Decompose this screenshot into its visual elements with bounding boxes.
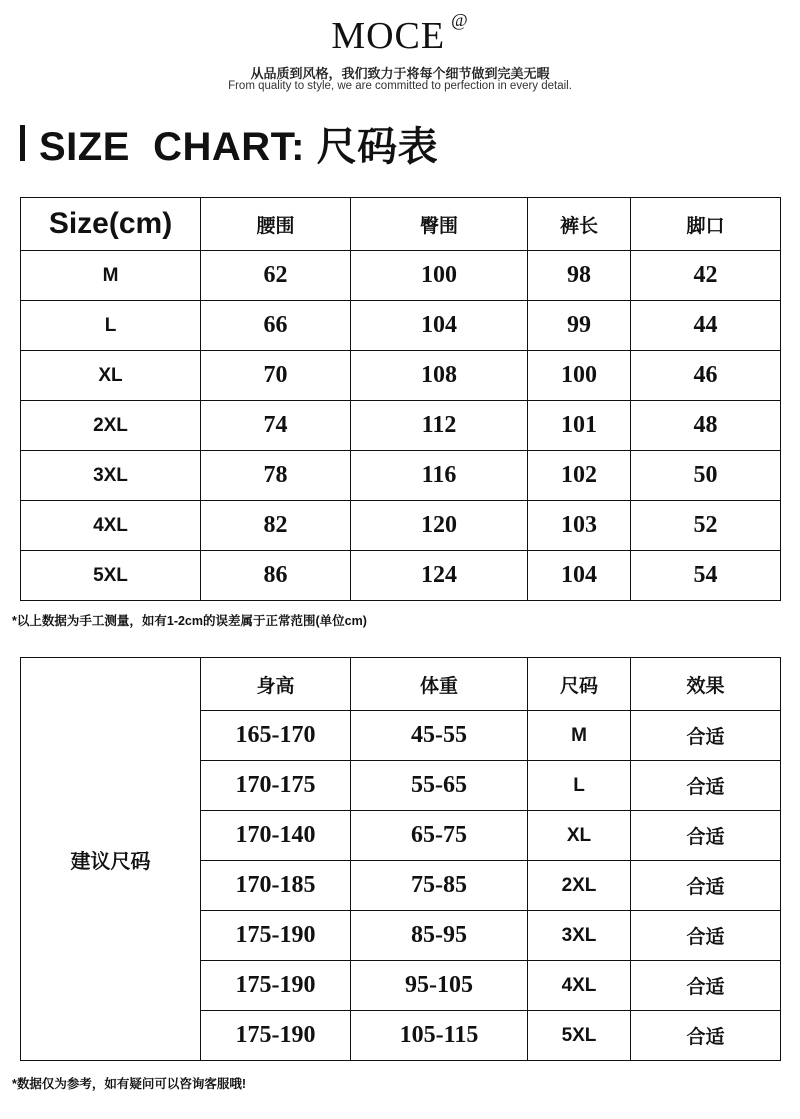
size-table	[20, 197, 781, 601]
size-cell: 2XL	[21, 401, 201, 451]
heading-text: SIZE CHART: 尺码表	[39, 124, 439, 169]
header-length: 裤长	[528, 198, 631, 251]
table-row	[21, 551, 781, 601]
waist-cell: 70	[201, 351, 351, 401]
rec-table-header-row	[21, 658, 781, 711]
size-cell: 4XL	[21, 501, 201, 551]
effect-cell: 合适	[631, 961, 781, 1011]
leg-opening-cell: 42	[631, 251, 781, 301]
reference-note: *数据仅为参考，如有疑问可以咨询客服哦!	[12, 1077, 247, 1091]
table-row	[21, 251, 781, 301]
weight-cell: 85-95	[351, 911, 528, 961]
leg-opening-cell: 46	[631, 351, 781, 401]
effect-cell: 合适	[631, 911, 781, 961]
weight-cell: 65-75	[351, 811, 528, 861]
hip-cell: 104	[351, 301, 528, 351]
header-size: Size(cm)	[21, 198, 201, 251]
effect-cell: 合适	[631, 861, 781, 911]
size-cell: M	[21, 251, 201, 301]
hip-cell: 100	[351, 251, 528, 301]
header-hip: 臀围	[351, 198, 528, 251]
size-cell: XL	[21, 351, 201, 401]
size-cell: M	[528, 711, 631, 761]
waist-cell: 78	[201, 451, 351, 501]
size-cell: 3XL	[528, 911, 631, 961]
waist-cell: 62	[201, 251, 351, 301]
recommended-size-table	[20, 657, 781, 1061]
height-cell: 170-140	[201, 811, 351, 861]
brand-logo	[0, 10, 800, 58]
height-cell: 175-190	[201, 911, 351, 961]
header-waist: 腰围	[201, 198, 351, 251]
size-cell: 5XL	[528, 1011, 631, 1061]
leg-opening-cell: 44	[631, 301, 781, 351]
weight-cell: 95-105	[351, 961, 528, 1011]
length-cell: 101	[528, 401, 631, 451]
effect-cell: 合适	[631, 711, 781, 761]
waist-cell: 86	[201, 551, 351, 601]
size-cell: 5XL	[21, 551, 201, 601]
length-cell: 100	[528, 351, 631, 401]
leg-opening-cell: 50	[631, 451, 781, 501]
brand-name: MOCE	[331, 15, 446, 57]
header-size: 尺码	[528, 658, 631, 711]
weight-cell: 55-65	[351, 761, 528, 811]
hip-cell: 112	[351, 401, 528, 451]
size-table-header-row	[21, 198, 781, 251]
hip-cell: 124	[351, 551, 528, 601]
height-cell: 175-190	[201, 961, 351, 1011]
length-cell: 102	[528, 451, 631, 501]
table-row	[21, 301, 781, 351]
hip-cell: 108	[351, 351, 528, 401]
size-cell: 3XL	[21, 451, 201, 501]
weight-cell: 105-115	[351, 1011, 528, 1061]
brand-mark: @	[451, 10, 469, 30]
leg-opening-cell: 54	[631, 551, 781, 601]
hip-cell: 120	[351, 501, 528, 551]
hip-cell: 116	[351, 451, 528, 501]
tagline-chinese: 从品质到风格，我们致力于将每个细节做到完美无暇	[250, 66, 550, 81]
table-row	[21, 451, 781, 501]
length-cell: 103	[528, 501, 631, 551]
waist-cell: 74	[201, 401, 351, 451]
tagline-english: From quality to style, we are committed to perfection in every detail.	[228, 80, 572, 92]
table-row	[21, 501, 781, 551]
header-height: 身高	[201, 658, 351, 711]
height-cell: 170-175	[201, 761, 351, 811]
recommended-size-label: 建议尺码	[21, 658, 201, 1061]
length-cell: 98	[528, 251, 631, 301]
waist-cell: 66	[201, 301, 351, 351]
height-cell: 165-170	[201, 711, 351, 761]
effect-cell: 合适	[631, 811, 781, 861]
waist-cell: 82	[201, 501, 351, 551]
table-row	[21, 401, 781, 451]
header-weight: 体重	[351, 658, 528, 711]
size-cell: L	[21, 301, 201, 351]
weight-cell: 75-85	[351, 861, 528, 911]
measurement-note: *以上数据为手工测量，如有1-2cm的误差属于正常范围(单位cm)	[12, 614, 367, 628]
height-cell: 175-190	[201, 1011, 351, 1061]
effect-cell: 合适	[631, 761, 781, 811]
weight-cell: 45-55	[351, 711, 528, 761]
size-cell: XL	[528, 811, 631, 861]
size-chart-heading	[20, 118, 438, 168]
size-cell: 4XL	[528, 961, 631, 1011]
size-cell: L	[528, 761, 631, 811]
leg-opening-cell: 48	[631, 401, 781, 451]
height-cell: 170-185	[201, 861, 351, 911]
header-leg-opening: 脚口	[631, 198, 781, 251]
leg-opening-cell: 52	[631, 501, 781, 551]
header-effect: 效果	[631, 658, 781, 711]
heading-bar	[20, 125, 25, 161]
table-row	[21, 351, 781, 401]
effect-cell: 合适	[631, 1011, 781, 1061]
length-cell: 99	[528, 301, 631, 351]
size-cell: 2XL	[528, 861, 631, 911]
length-cell: 104	[528, 551, 631, 601]
